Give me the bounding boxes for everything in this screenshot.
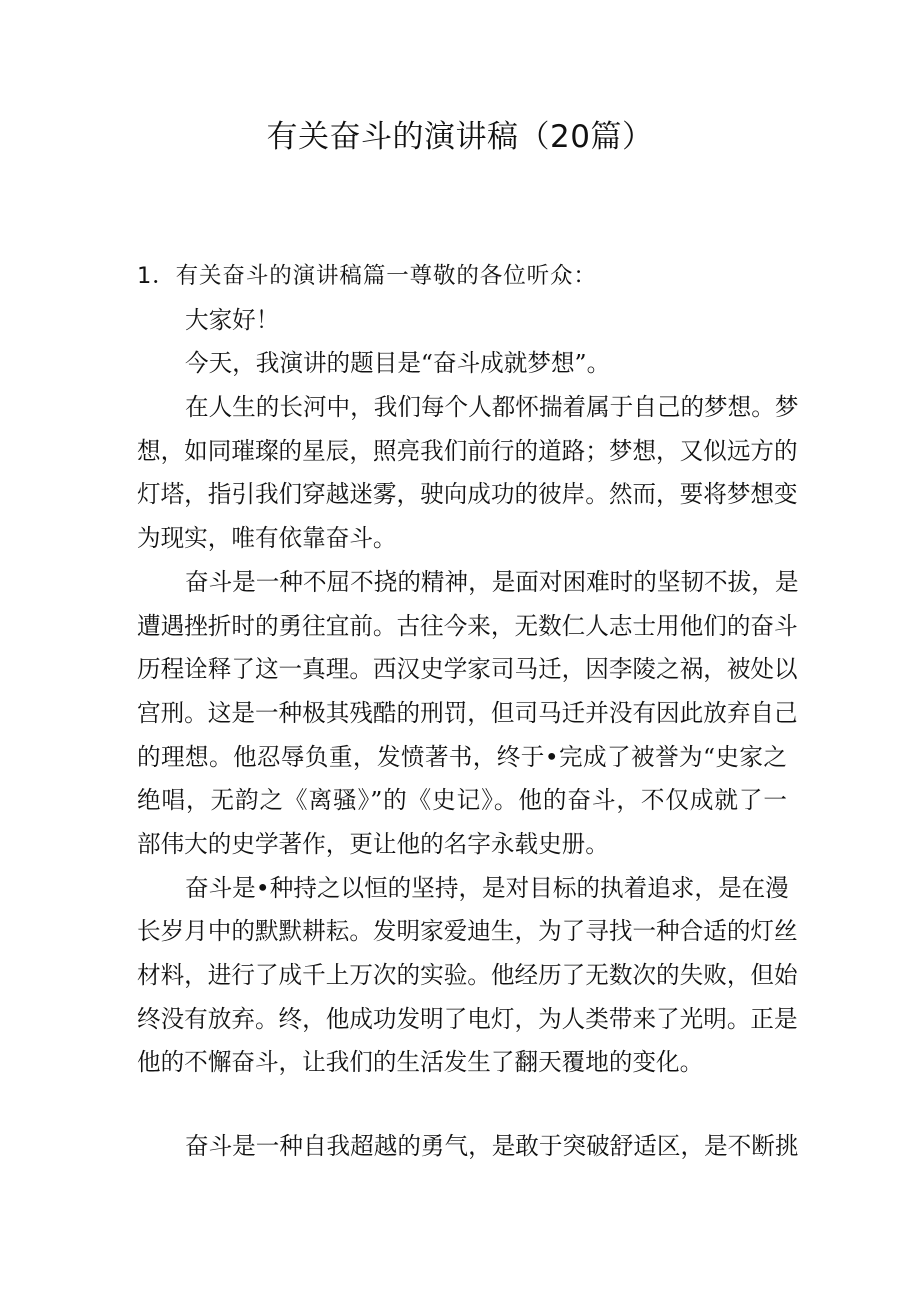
paragraph-gap xyxy=(137,1085,787,1125)
paragraph-2 xyxy=(137,561,799,867)
paragraph-line: 的理想。他忍辱负重，发愤著书，终于•完成了被誉为“史家之 xyxy=(137,742,787,771)
paragraph-line: 在人生的长河中，我们每个人都怀揣着属于自己的梦想。梦 xyxy=(185,393,799,422)
paragraph-line: 奋斗是一种自我超越的勇气，是敢于突破舒适区，是不断挑 xyxy=(185,1132,799,1161)
paragraph-line: 宫刑。这是一种极其残酷的刑罚，但司马迁并没有因此放弃自己 xyxy=(137,698,798,727)
paragraph-line: 奋斗是•种持之以恒的坚持，是对目标的执着追求，是在漫 xyxy=(185,873,789,902)
greeting-line: 大家好！ xyxy=(185,305,280,334)
paragraph-line: 部伟大的史学著作，更让他的名字永载史册。 xyxy=(137,829,609,858)
paragraph-line: 想，如同璀璨的星辰，照亮我们前行的道路；梦想，又似远方的 xyxy=(137,436,798,465)
paragraph-1 xyxy=(137,386,799,561)
paragraph-line: 遭遇挫折时的勇往宜前。古往今来，无数仁人志士用他们的奋斗 xyxy=(137,611,798,640)
paragraph-line: 为现实，唯有依靠奋斗。 xyxy=(137,524,397,553)
paragraph-line: 长岁月中的默默耕耘。发明家爱迪生，为了寻找一种合适的灯丝 xyxy=(137,917,798,946)
paragraph-line: 材料，进行了成千上万次的实验。他经历了无数次的失败，但始 xyxy=(137,961,798,989)
paragraph-line: 绝唱，无韵之《离骚》”的《史记》。他的奋斗，不仅成就了一 xyxy=(137,786,787,815)
paragraph-line: 奋斗是一种不屈不挠的精神，是面对困难时的坚韧不拔，是 xyxy=(185,567,799,596)
paragraph-line: 他的不懈奋斗，让我们的生活发生了翻天覆地的变化。 xyxy=(137,1048,704,1077)
document-body xyxy=(137,255,799,1169)
paragraph-line: 终没有放弃。终，他成功发明了电灯，为人类带来了光明。正是 xyxy=(137,1004,798,1033)
section-heading: 1．有关奋斗的演讲稿篇一尊敬的各位听众： xyxy=(137,263,597,289)
paragraph-line: 历程诠释了这一真理。西汉史学家司马迁，因李陵之祸，被处以 xyxy=(137,655,798,684)
paragraph-3 xyxy=(137,867,798,1085)
topic-line: 今天，我演讲的题目是“奋斗成就梦想”。 xyxy=(185,349,611,378)
paragraph-4 xyxy=(137,1125,799,1169)
document-title: 有关奋斗的演讲稿（20篇） xyxy=(266,119,654,155)
paragraph-line: 灯塔，指引我们穿越迷雾，驶向成功的彼岸。然而，要将梦想变 xyxy=(137,480,798,509)
